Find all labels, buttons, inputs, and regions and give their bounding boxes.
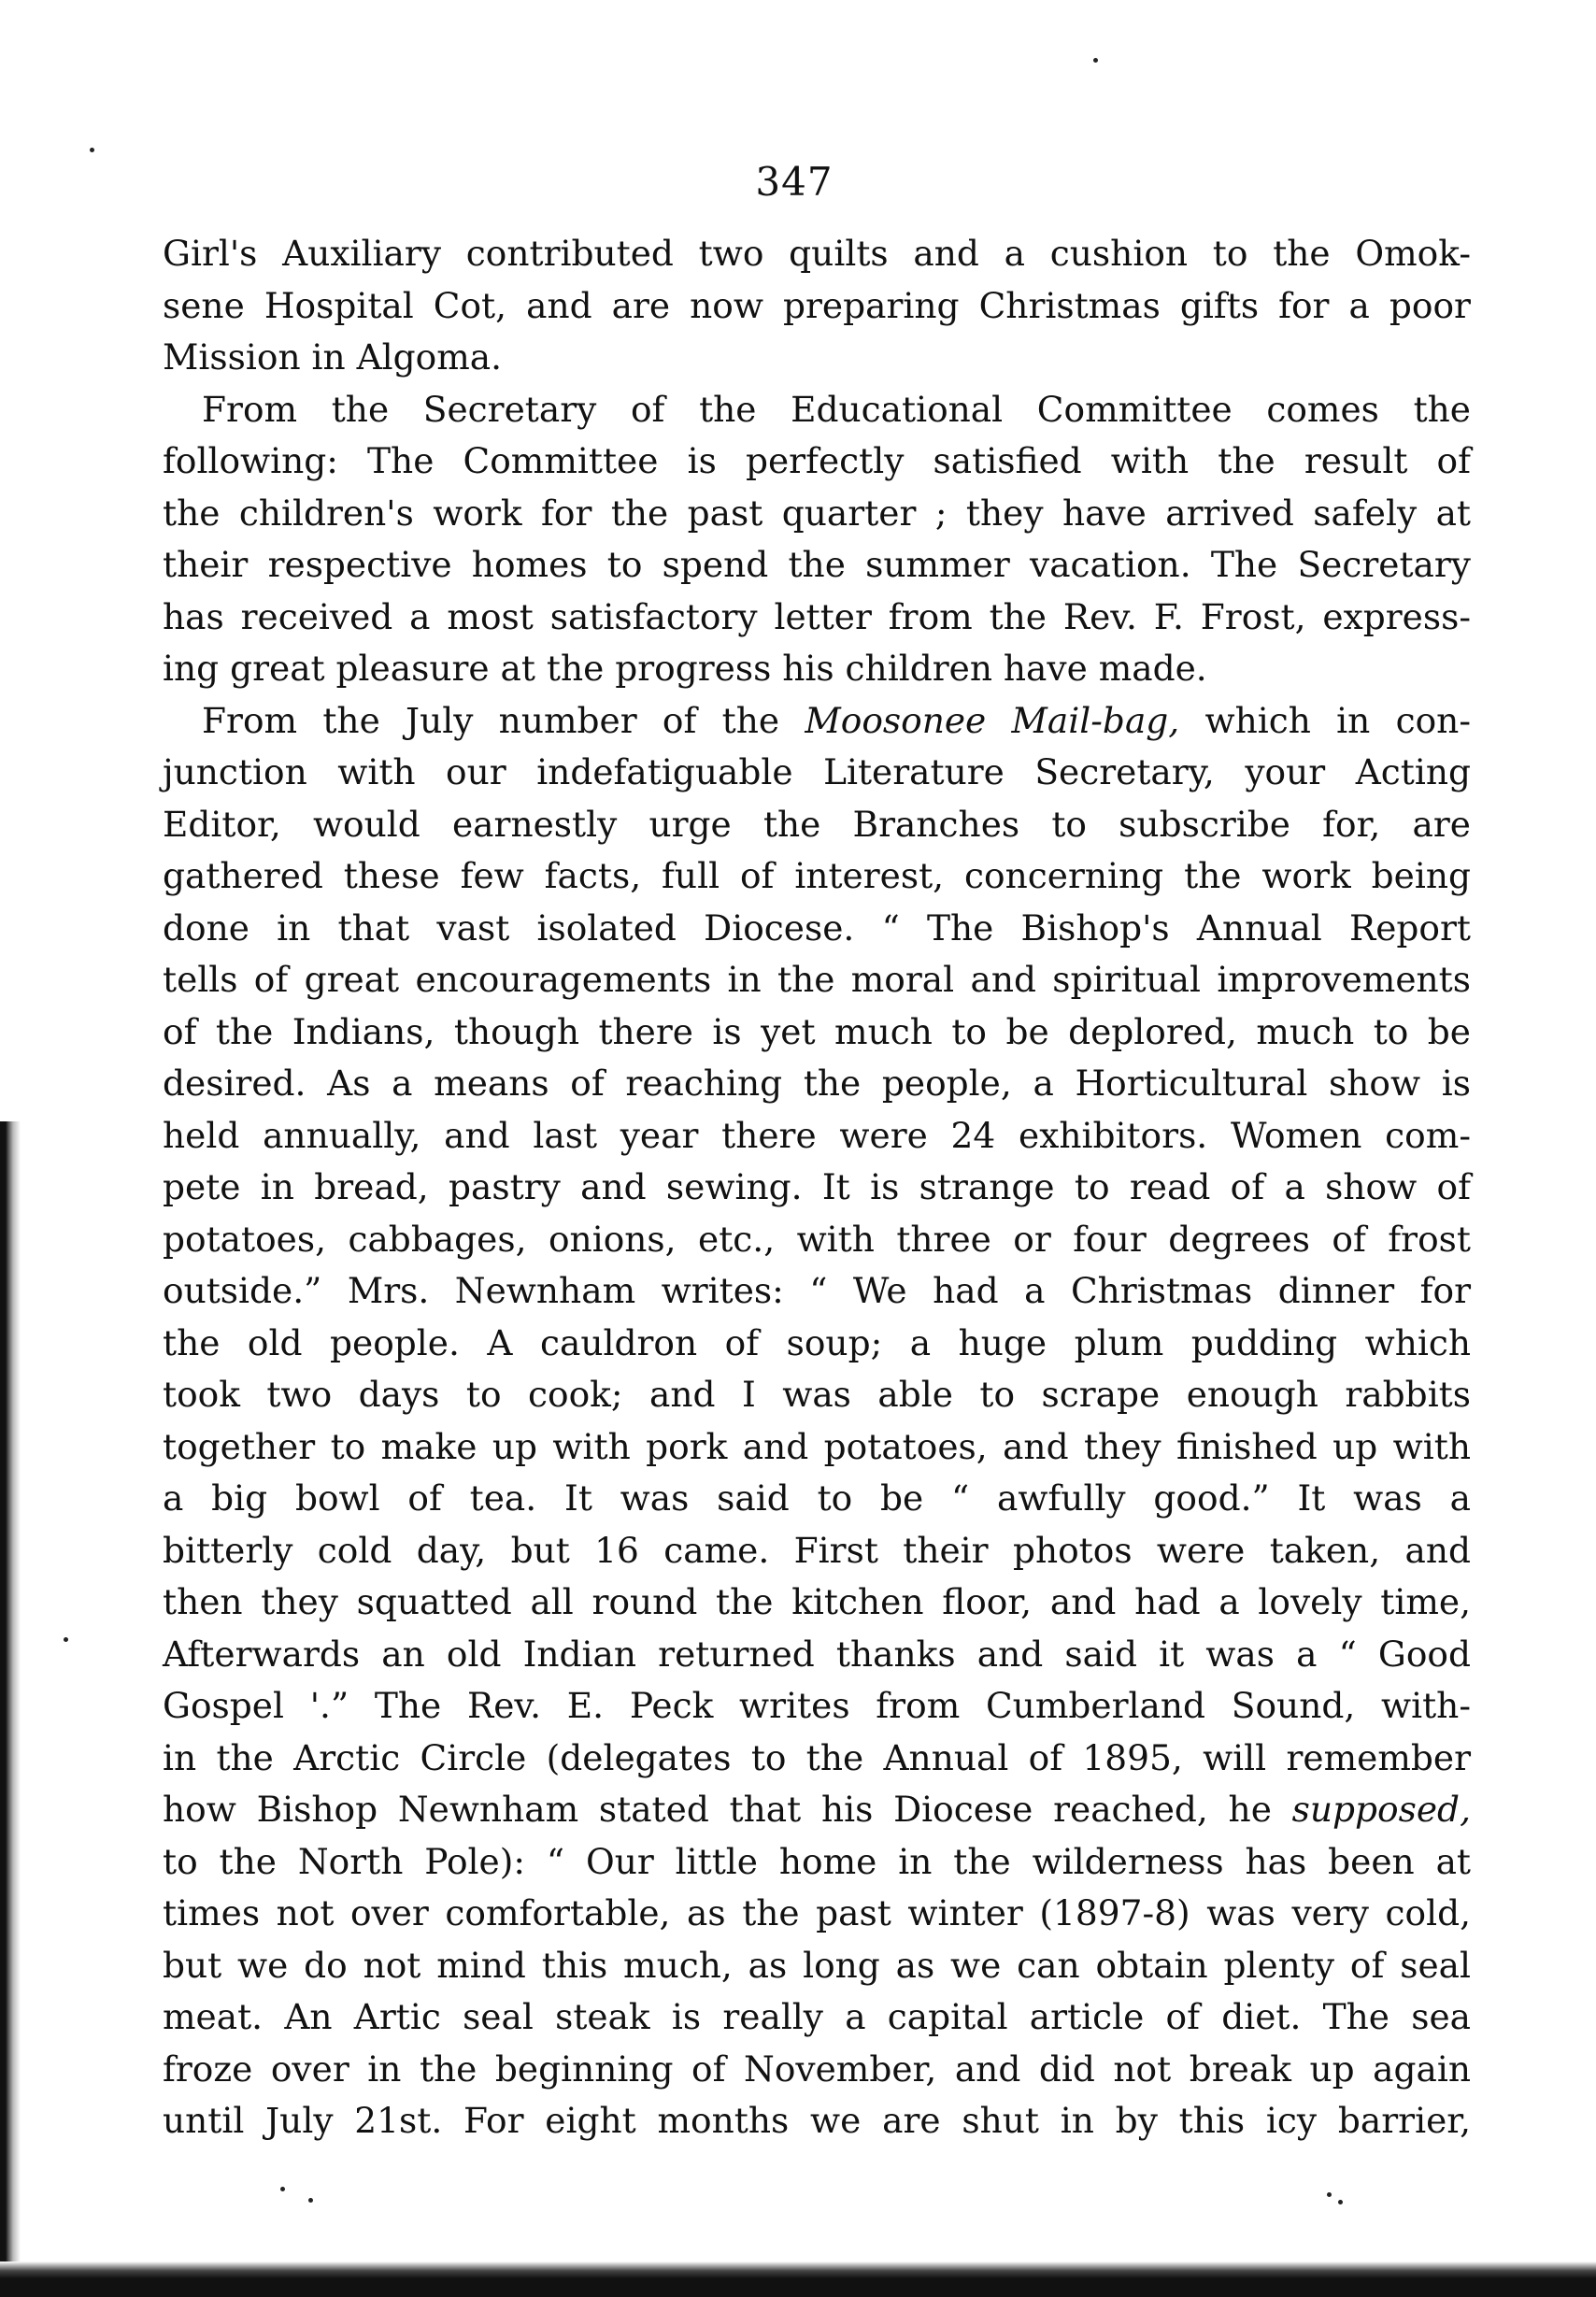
text-line: potatoes, cabbages, onions, etc., with three or four degrees of frost xyxy=(163,1218,1471,1260)
text-line: Editor, would earnestly urge the Branches to subscribe for, are xyxy=(163,803,1471,845)
text-line: then they squatted all round the kitchen floor, and had a lovely time, xyxy=(163,1581,1471,1622)
text-line: sene Hospital Cot, and are now preparing Christmas gifts for a poor xyxy=(163,284,1471,326)
text-line: Mission in Algoma. xyxy=(163,336,503,378)
text-line: Girl's Auxiliary contributed two quilts and a cushion to the Omok- xyxy=(163,233,1471,274)
text-line: tells of great encouragements in the moral and spiritual improvements xyxy=(163,959,1471,1000)
text-line: done in that vast isolated Diocese. “ The Bishop's Annual Report xyxy=(163,906,1471,949)
text-line: times not over comfortable, as the past winter (1897-8) was very cold, xyxy=(163,1892,1471,1933)
text-line: held annually, and last year there were 24 exhibitors. Women com- xyxy=(163,1114,1471,1156)
text-line: the children's work for the past quarter ; they have arrived safely at xyxy=(163,492,1471,534)
text-line: meat. An Artic seal steak is really a capital article of diet. The sea xyxy=(163,1996,1471,2037)
text-line: to the North Pole): “ Our little home in the wilderness has been at xyxy=(163,1840,1471,1882)
text-line: From the Secretary of the Educational Committee comes the xyxy=(202,388,1471,430)
text-line: outside.” Mrs. Newnham writes: “ We had a Christmas dinner for xyxy=(163,1270,1471,1311)
text-line: until July 21st. For eight months we are shut in by this icy barrier, xyxy=(163,2100,1471,2141)
text-line: but we do not mind this much, as long as we can obtain plenty of seal xyxy=(163,1944,1471,1986)
scan-speck xyxy=(90,148,94,152)
emphasized-word: supposed, xyxy=(1291,1789,1471,1830)
scan-speck xyxy=(1093,58,1098,63)
text-fragment: how Bishop Newnham stated that his Diocese reached, he xyxy=(163,1789,1292,1830)
text-fragment: From the July number of the xyxy=(202,699,805,741)
text-fragment: which in con- xyxy=(1179,699,1471,741)
scan-speck xyxy=(280,2187,285,2191)
text-line: of the Indians, though there is yet much to be deplored, much to be xyxy=(163,1010,1471,1052)
text-line: took two days to cook; and I was able to scrape enough rabbits xyxy=(163,1374,1471,1415)
scan-edge-left xyxy=(0,1121,21,2297)
body-text xyxy=(163,228,1471,2147)
text-line: a big bowl of tea. It was said to be “ awfully good.” It was a xyxy=(163,1477,1471,1519)
scan-edge-bottom xyxy=(0,2261,1596,2297)
page-number: 347 xyxy=(755,159,834,205)
scan-speck xyxy=(1338,2200,1343,2204)
text-line: the old people. A cauldron of soup; a huge plum pudding which xyxy=(163,1321,1471,1363)
scan-speck xyxy=(1327,2192,1332,2197)
text-line: pete in bread, pastry and sewing. It is strange to read of a show of xyxy=(163,1166,1471,1207)
text-line xyxy=(163,695,1471,748)
scan-speck xyxy=(64,1637,68,1642)
scan-speck xyxy=(308,2198,313,2203)
text-line: Gospel '.” The Rev. E. Peck writes from Cumberland Sound, with- xyxy=(163,1685,1471,1726)
text-line: bitterly cold day, but 16 came. First their photos were taken, and xyxy=(163,1529,1471,1571)
text-line: following: The Committee is perfectly satisfied with the result of xyxy=(163,440,1471,481)
text-line: their respective homes to spend the summer vacation. The Secretary xyxy=(163,544,1471,585)
text-line: together to make up with pork and potatoes, and they finished up with xyxy=(163,1425,1471,1467)
text-line xyxy=(163,1784,1471,1836)
text-line: junction with our indefatiguable Literature Secretary, your Acting xyxy=(163,751,1471,792)
text-line: has received a most satisfactory letter from the Rev. F. Frost, express- xyxy=(163,595,1471,637)
text-line: Afterwards an old Indian returned thanks and said it was a “ Good xyxy=(163,1633,1471,1675)
text-line: desired. As a means of reaching the people, a Horticultural show is xyxy=(163,1063,1471,1104)
text-line: ing great pleasure at the progress his children have made. xyxy=(163,648,1207,689)
text-line: in the Arctic Circle (delegates to the Annual of 1895, will remember xyxy=(163,1736,1471,1778)
publication-title: Moosonee Mail-bag, xyxy=(805,699,1180,741)
text-line: froze over in the beginning of November, and did not break up again xyxy=(163,2047,1471,2090)
text-line: gathered these few facts, full of interest, concerning the work being xyxy=(163,855,1471,896)
